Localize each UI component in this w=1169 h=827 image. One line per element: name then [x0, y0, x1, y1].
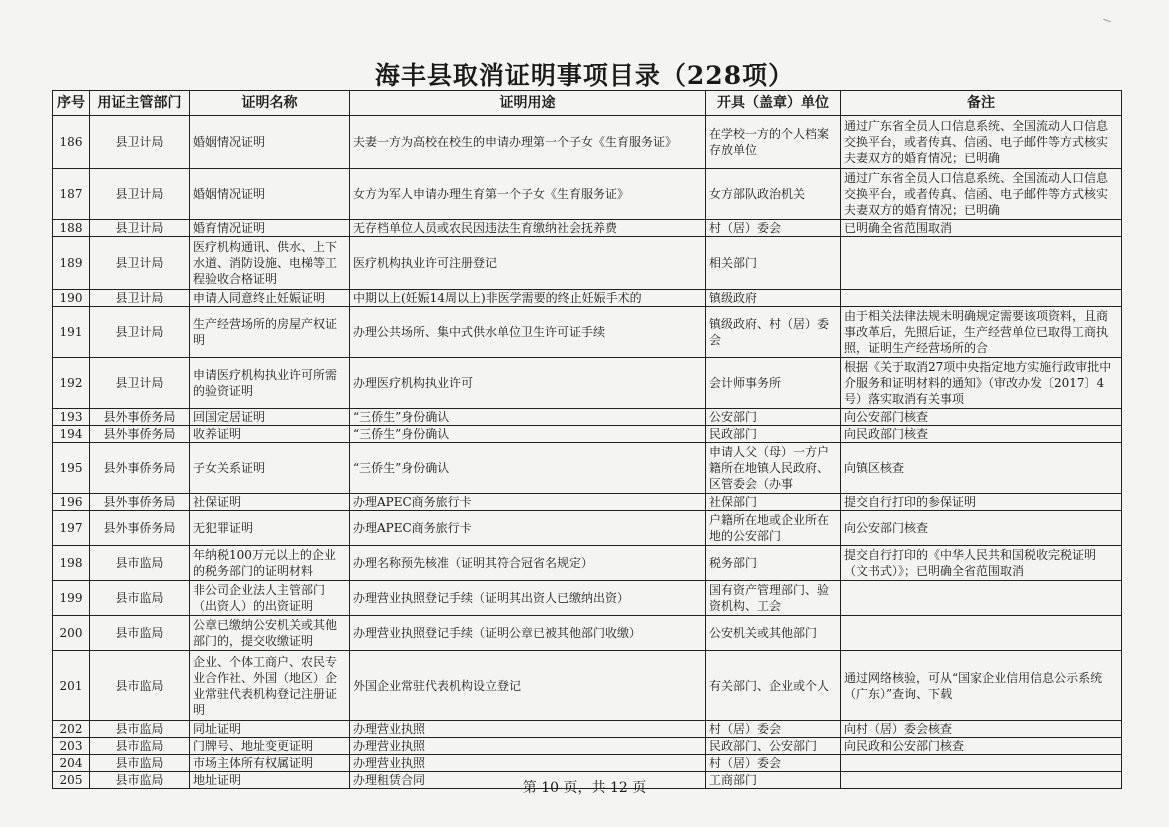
- cell-dept: 县外事侨务局: [90, 426, 190, 443]
- cell-remark: 提交自行打印的参保证明: [841, 494, 1122, 511]
- cell-purpose: 医疗机构执业许可注册登记: [350, 237, 706, 290]
- cell-issuer: 公安机关或其他部门: [706, 616, 841, 651]
- cell-name: 非公司企业法人主管部门（出资人）的出资证明: [190, 581, 350, 616]
- cell-issuer: 户籍所在地或企业所在地的公安部门: [706, 511, 841, 546]
- cell-purpose: 办理公共场所、集中式供水单位卫生许可证手续: [350, 307, 706, 358]
- cell-purpose: 夫妻一方为高校在校生的申请办理第一个子女《生育服务证》: [350, 116, 706, 169]
- cell-purpose: 外国企业常驻代表机构设立登记: [350, 651, 706, 721]
- cell-purpose: 中期以上(妊娠14周以上)非医学需要的终止妊娠手术的: [350, 290, 706, 307]
- cell-issuer: 在学校一方的个人档案存放单位: [706, 116, 841, 169]
- cell-remark: 向民政和公安部门核查: [841, 738, 1122, 755]
- cell-seq: 192: [53, 358, 90, 409]
- cell-remark: 向公安部门核查: [841, 511, 1122, 546]
- cell-issuer: 镇级政府: [706, 290, 841, 307]
- cell-name: 婚姻情况证明: [190, 169, 350, 220]
- cell-issuer: 税务部门: [706, 546, 841, 581]
- cell-dept: 县市监局: [90, 546, 190, 581]
- table-row: [53, 358, 1122, 409]
- cell-seq: 200: [53, 616, 90, 651]
- table-row: [53, 116, 1122, 169]
- cell-name: 申请人同意终止妊娠证明: [190, 290, 350, 307]
- cell-dept: 县卫计局: [90, 116, 190, 169]
- cell-issuer: 工商部门: [706, 772, 841, 789]
- cell-dept: 县卫计局: [90, 237, 190, 290]
- cell-seq: 195: [53, 443, 90, 494]
- cell-issuer: 民政部门: [706, 426, 841, 443]
- cell-purpose: 办理APEC商务旅行卡: [350, 511, 706, 546]
- cell-dept: 县卫计局: [90, 358, 190, 409]
- cell-dept: 县市监局: [90, 772, 190, 789]
- cell-dept: 县市监局: [90, 616, 190, 651]
- cell-name: 婚育情况证明: [190, 220, 350, 237]
- certificate-table: [52, 90, 1122, 789]
- table-row: [53, 409, 1122, 426]
- cell-dept: 县市监局: [90, 721, 190, 738]
- cell-remark: 通过网络核验，可从“国家企业信用信息公示系统（广东）”查询、下载: [841, 651, 1122, 721]
- cell-issuer: 民政部门、公安部门: [706, 738, 841, 755]
- cell-name: 同址证明: [190, 721, 350, 738]
- cell-seq: 205: [53, 772, 90, 789]
- cell-dept: 县市监局: [90, 651, 190, 721]
- cell-name: 企业、个体工商户、农民专业合作社、外国（地区）企业常驻代表机构登记注册证明: [190, 651, 350, 721]
- cell-name: 公章已缴纳公安机关或其他部门的，提交收缴证明: [190, 616, 350, 651]
- cell-remark: 向民政部门核查: [841, 426, 1122, 443]
- cell-issuer: 公安部门: [706, 409, 841, 426]
- table-row: [53, 426, 1122, 443]
- cell-dept: 县卫计局: [90, 169, 190, 220]
- table-row: [53, 755, 1122, 772]
- cell-purpose: 办理营业执照: [350, 755, 706, 772]
- cell-seq: 187: [53, 169, 90, 220]
- table-row: [53, 546, 1122, 581]
- cell-purpose: 办理名称预先核准（证明其符合冠省名规定）: [350, 546, 706, 581]
- cell-seq: 191: [53, 307, 90, 358]
- cell-purpose: “三侨生”身份确认: [350, 443, 706, 494]
- header-purpose: 证明用途: [350, 91, 706, 116]
- cell-remark: 向村（居）委会核查: [841, 721, 1122, 738]
- cell-name: 收养证明: [190, 426, 350, 443]
- scan-mark: [1103, 19, 1111, 23]
- table-header-row: [53, 91, 1122, 116]
- page-footer: 第 10 页，共 12 页: [522, 780, 647, 796]
- cell-remark: 由于相关法律法规未明确规定需要该项资料，且商事改革后，先照后证，生产经营单位已取得工商执照，证明生产经营场所的合: [841, 307, 1122, 358]
- cell-seq: 201: [53, 651, 90, 721]
- cell-seq: 193: [53, 409, 90, 426]
- header-dept: 用证主管部门: [90, 91, 190, 116]
- cell-issuer: 会计师事务所: [706, 358, 841, 409]
- cell-seq: 203: [53, 738, 90, 755]
- cell-name: 回国定居证明: [190, 409, 350, 426]
- cell-seq: 204: [53, 755, 90, 772]
- cell-issuer: 国有资产管理部门、验资机构、工会: [706, 581, 841, 616]
- cell-issuer: 女方部队政治机关: [706, 169, 841, 220]
- cell-issuer: 有关部门、企业或个人: [706, 651, 841, 721]
- cell-seq: 196: [53, 494, 90, 511]
- cell-remark: 已明确全省范围取消: [841, 220, 1122, 237]
- cell-dept: 县市监局: [90, 755, 190, 772]
- cell-purpose: 办理租赁合同: [350, 772, 706, 789]
- table-row: [53, 494, 1122, 511]
- cell-issuer: 村（居）委会: [706, 220, 841, 237]
- cell-issuer: 村（居）委会: [706, 721, 841, 738]
- cell-name: 子女关系证明: [190, 443, 350, 494]
- header-remark: 备注: [841, 91, 1122, 116]
- cell-purpose: 办理医疗机构执业许可: [350, 358, 706, 409]
- cell-purpose: 无存档单位人员或农民因违法生育缴纳社会抚养费: [350, 220, 706, 237]
- cell-name: 生产经营场所的房屋产权证明: [190, 307, 350, 358]
- cell-seq: 194: [53, 426, 90, 443]
- cell-remark: [841, 616, 1122, 651]
- cell-remark: [841, 755, 1122, 772]
- cell-name: 医疗机构通讯、供水、上下水道、消防设施、电梯等工程验收合格证明: [190, 237, 350, 290]
- cell-remark: 向镇区核查: [841, 443, 1122, 494]
- table-row: [53, 651, 1122, 721]
- header-seq: 序号: [53, 91, 90, 116]
- table-row: [53, 220, 1122, 237]
- cell-seq: 189: [53, 237, 90, 290]
- header-issuer: 开具（盖章）单位: [706, 91, 841, 116]
- cell-dept: 县外事侨务局: [90, 494, 190, 511]
- cell-issuer: 村（居）委会: [706, 755, 841, 772]
- cell-name: 婚姻情况证明: [190, 116, 350, 169]
- cell-issuer: 相关部门: [706, 237, 841, 290]
- cell-purpose: “三侨生”身份确认: [350, 409, 706, 426]
- cell-remark: [841, 290, 1122, 307]
- cell-name: 社保证明: [190, 494, 350, 511]
- cell-seq: 186: [53, 116, 90, 169]
- header-name: 证明名称: [190, 91, 350, 116]
- cell-remark: 通过广东省全员人口信息系统、全国流动人口信息交换平台，或者传真、信函、电子邮件等方式核实夫妻双方的婚育情况；已明确: [841, 169, 1122, 220]
- cell-seq: 202: [53, 721, 90, 738]
- table-row: [53, 581, 1122, 616]
- cell-purpose: 办理营业执照: [350, 721, 706, 738]
- table-row: [53, 738, 1122, 755]
- cell-remark: 向公安部门核查: [841, 409, 1122, 426]
- cell-dept: 县外事侨务局: [90, 511, 190, 546]
- cell-dept: 县卫计局: [90, 220, 190, 237]
- cell-remark: 通过广东省全员人口信息系统、全国流动人口信息交换平台，或者传真、信函、电子邮件等方式核实夫妻双方的婚育情况；已明确: [841, 116, 1122, 169]
- cell-seq: 198: [53, 546, 90, 581]
- cell-remark: [841, 581, 1122, 616]
- cell-issuer: 申请人父（母）一方户籍所在地镇人民政府、区管委会（办事: [706, 443, 841, 494]
- table-row: [53, 307, 1122, 358]
- cell-dept: 县卫计局: [90, 307, 190, 358]
- cell-name: 无犯罪证明: [190, 511, 350, 546]
- cell-seq: 188: [53, 220, 90, 237]
- cell-name: 门牌号、地址变更证明: [190, 738, 350, 755]
- table-row: [53, 721, 1122, 738]
- cell-purpose: “三侨生”身份确认: [350, 426, 706, 443]
- cell-seq: 190: [53, 290, 90, 307]
- cell-purpose: 女方为军人申请办理生育第一个子女《生育服务证》: [350, 169, 706, 220]
- table-row: [53, 290, 1122, 307]
- cell-issuer: 社保部门: [706, 494, 841, 511]
- cell-name: 市场主体所有权属证明: [190, 755, 350, 772]
- cell-purpose: 办理APEC商务旅行卡: [350, 494, 706, 511]
- cell-remark: 提交自行打印的《中华人民共和国税收完税证明（文书式）》；已明确全省范围取消: [841, 546, 1122, 581]
- table-row: [53, 616, 1122, 651]
- cell-seq: 197: [53, 511, 90, 546]
- cell-remark: 根据《关于取消27项中央指定地方实施行政审批中介服务和证明材料的通知》（审改办发〔2017〕4号）落实取消有关事项: [841, 358, 1122, 409]
- cell-remark: [841, 237, 1122, 290]
- cell-dept: 县卫计局: [90, 290, 190, 307]
- cell-name: 地址证明: [190, 772, 350, 789]
- cell-dept: 县市监局: [90, 738, 190, 755]
- cell-name: 年纳税100万元以上的企业的税务部门的证明材料: [190, 546, 350, 581]
- cell-purpose: 办理营业执照登记手续（证明公章已被其他部门收缴）: [350, 616, 706, 651]
- cell-name: 申请医疗机构执业许可所需的验资证明: [190, 358, 350, 409]
- cell-dept: 县市监局: [90, 581, 190, 616]
- table-row: [53, 237, 1122, 290]
- cell-dept: 县外事侨务局: [90, 409, 190, 426]
- cell-issuer: 镇级政府、村（居）委会: [706, 307, 841, 358]
- cell-purpose: 办理营业执照: [350, 738, 706, 755]
- cell-dept: 县外事侨务局: [90, 443, 190, 494]
- table-row: [53, 511, 1122, 546]
- page-title: 海丰县取消证明事项目录（228项）: [374, 61, 795, 90]
- table-row: [53, 169, 1122, 220]
- cell-purpose: 办理营业执照登记手续（证明其出资人已缴纳出资）: [350, 581, 706, 616]
- table-row: [53, 443, 1122, 494]
- cell-seq: 199: [53, 581, 90, 616]
